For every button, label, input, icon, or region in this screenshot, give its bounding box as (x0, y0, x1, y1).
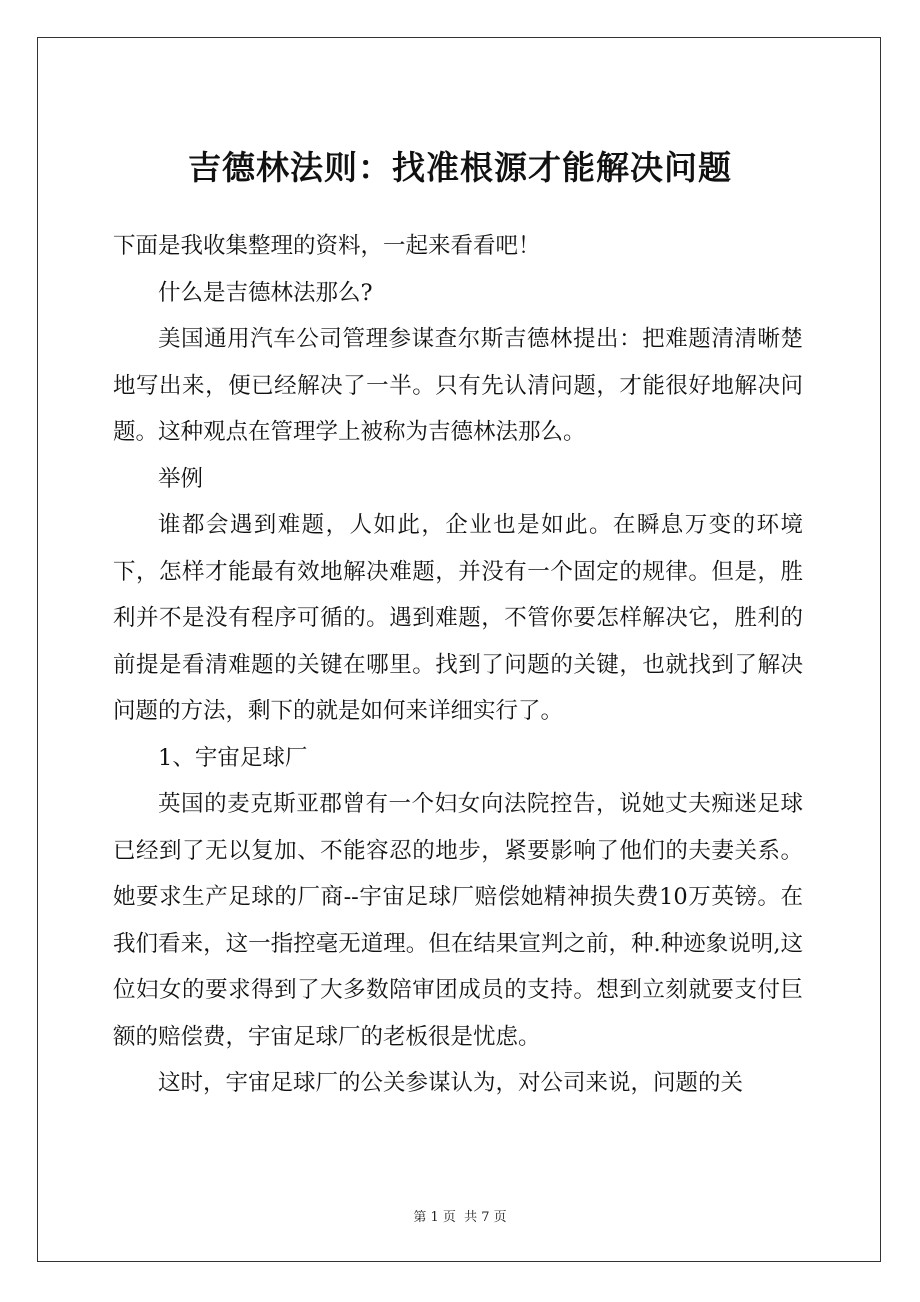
section-question-heading: 什么是吉德林法那么? (158, 279, 373, 306)
page-number: 第 1 页 (413, 1210, 456, 1225)
document-body (113, 223, 803, 1107)
example-heading: 举例 (158, 465, 204, 492)
case-continued-paragraph: 这时，宇宙足球厂的公关参谋认为，对公司来说，问题的关 (158, 1070, 744, 1096)
intro-paragraph: 下面是我收集整理的资料，一起来看看吧！ (113, 233, 541, 259)
document-title: 吉德林法则：找准根源才能解决问题 (188, 148, 732, 187)
definition-paragraph: 美国通用汽车公司管理参谋查尔斯吉德林提出：把难题清清晰楚地写出来，便已经解决了一半。只有先认清问题，才能很好地解决问题。这种观点在管理学上被称为吉德林法那么。 (113, 326, 803, 445)
page-total: 共 7 页 (464, 1210, 507, 1225)
page-footer (0, 1206, 920, 1225)
case-heading: 1、宇宙足球厂 (158, 744, 308, 771)
example-paragraph: 谁都会遇到难题，人如此，企业也是如此。在瞬息万变的环境下，怎样才能最有效地解决难题，并没有一个固定的规律。但是，胜利并不是没有程序可循的。遇到难题，不管你要怎样解决它，胜利的前提是看清难题的关键在哪里。找到了问题的关键，也就找到了解决问题的方法，剩下的就是如何来详细实行了。 (113, 512, 803, 724)
case-paragraph: 英国的麦克斯亚郡曾有一个妇女向法院控告，说她丈夫痴迷足球已经到了无以复加、不能容忍的地步，紧要影响了他们的夫妻关系。她要求生产足球的厂商--宇宙足球厂赔偿她精神损失费10万英镑。在我们看来，这一指控毫无道理。但在结果宣判之前，种.种迹象说明,这位妇女的要求得到了大多数陪审团成员的支持。想到立刻就要支付巨额的赔偿费，宇宙足球厂的老板很是忧虑。 (113, 791, 803, 1050)
